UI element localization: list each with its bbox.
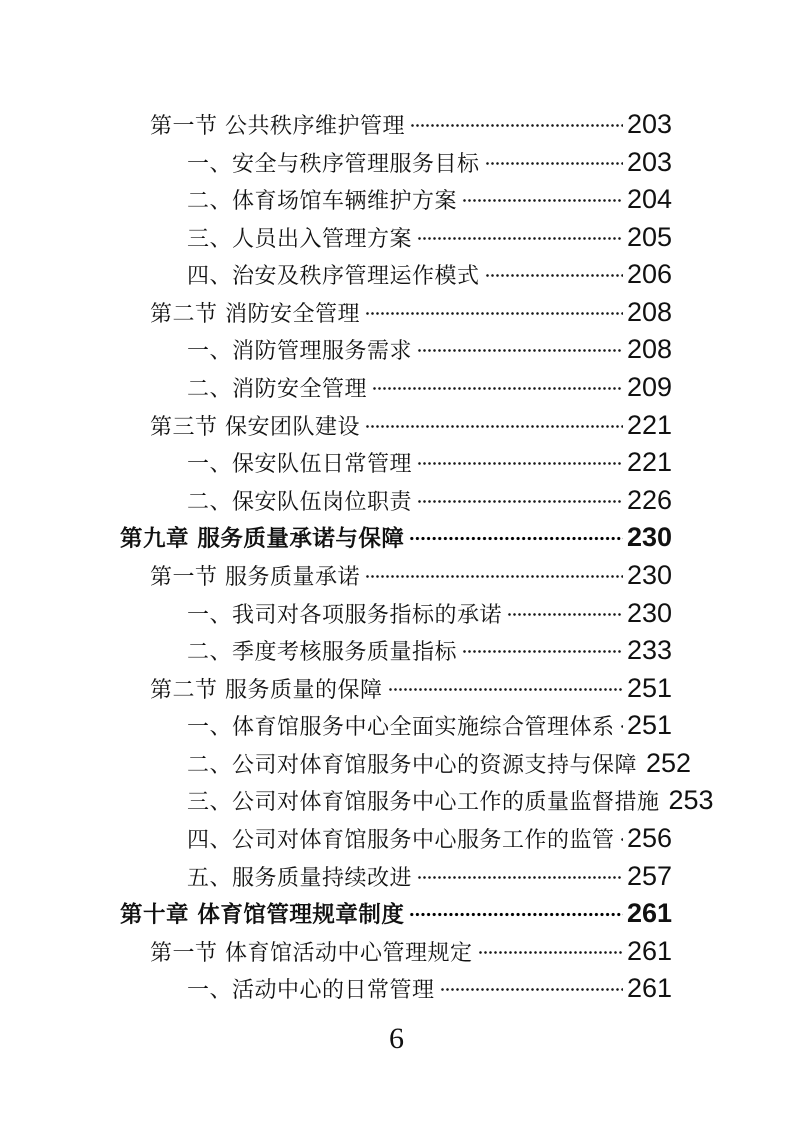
toc-entry[interactable] bbox=[187, 595, 672, 633]
toc-entry-label: 第九章 服务质量承诺与保障 bbox=[120, 526, 405, 553]
toc-leader-dots bbox=[409, 531, 623, 546]
toc-entry-label: 三、人员出入管理方案 bbox=[187, 226, 413, 252]
toc-entry-page: 261 bbox=[626, 973, 672, 1004]
toc-leader-dots bbox=[462, 193, 623, 208]
toc-entry-label: 第一节 体育馆活动中心管理规定 bbox=[150, 940, 473, 966]
toc-entry-label: 四、治安及秩序管理运作模式 bbox=[187, 264, 480, 290]
toc-entry-label: 二、消防安全管理 bbox=[187, 377, 368, 403]
toc-entry[interactable] bbox=[187, 858, 672, 896]
toc-leader-dots bbox=[620, 719, 623, 734]
toc-entry[interactable] bbox=[187, 181, 672, 219]
toc-leader-dots bbox=[417, 494, 623, 509]
toc-entry-label: 二、体育场馆车辆维护方案 bbox=[187, 189, 458, 215]
toc-entry-label: 第三节 保安团队建设 bbox=[150, 414, 360, 440]
toc-entry[interactable] bbox=[150, 407, 672, 445]
toc-entry-label: 第十章 体育馆管理规章制度 bbox=[120, 902, 405, 929]
toc-entry-label: 第二节 服务质量的保障 bbox=[150, 677, 383, 703]
toc-leader-dots bbox=[507, 607, 623, 622]
toc-entry[interactable] bbox=[120, 895, 672, 933]
toc-entry[interactable] bbox=[187, 369, 672, 407]
toc-leader-dots bbox=[417, 343, 623, 358]
toc-entry[interactable] bbox=[150, 294, 672, 332]
toc-entry-page: 209 bbox=[626, 372, 672, 403]
toc-entry-label: 一、我司对各项服务指标的承诺 bbox=[187, 602, 503, 628]
toc-entry[interactable] bbox=[187, 632, 672, 670]
toc-entry-page: 253 bbox=[668, 785, 714, 816]
toc-entry-page: 261 bbox=[626, 898, 672, 929]
toc-entry-page: 205 bbox=[626, 221, 672, 252]
toc-leader-dots bbox=[485, 268, 623, 283]
toc-entry-page: 226 bbox=[626, 484, 672, 515]
toc-entry-label: 第一节 服务质量承诺 bbox=[150, 564, 360, 590]
toc-leader-dots bbox=[409, 907, 623, 922]
toc-entry[interactable] bbox=[187, 820, 672, 858]
toc-entry[interactable] bbox=[187, 482, 672, 520]
toc-entry-label: 二、公司对体育馆服务中心的资源支持与保障 bbox=[187, 752, 638, 778]
toc-entry-page: 221 bbox=[626, 409, 672, 440]
toc-entry[interactable] bbox=[187, 782, 714, 820]
toc-leader-dots bbox=[485, 156, 623, 171]
toc-entry-page: 230 bbox=[626, 522, 672, 553]
toc-entry-page: 204 bbox=[626, 184, 672, 215]
toc-entry-page: 203 bbox=[626, 146, 672, 177]
toc-leader-dots bbox=[365, 419, 623, 434]
toc-entry-label: 一、活动中心的日常管理 bbox=[187, 978, 435, 1004]
toc-entry[interactable] bbox=[187, 331, 672, 369]
toc-entry-label: 第一节 公共秩序维护管理 bbox=[150, 114, 405, 139]
toc-leader-dots bbox=[620, 832, 623, 847]
toc-entry-label: 二、季度考核服务质量指标 bbox=[187, 640, 458, 666]
toc-entry-page: 208 bbox=[626, 334, 672, 365]
toc-entry-label: 五、服务质量持续改进 bbox=[187, 865, 413, 891]
toc-entry[interactable] bbox=[187, 970, 672, 1008]
toc-entry-page: 261 bbox=[626, 935, 672, 966]
toc-entry-page: 251 bbox=[626, 672, 672, 703]
toc-entry-page: 256 bbox=[626, 822, 672, 853]
toc-leader-dots bbox=[410, 118, 623, 133]
toc-entry-label: 三、公司对体育馆服务中心工作的质量监督措施 bbox=[187, 790, 660, 816]
toc-leader-dots bbox=[462, 644, 623, 659]
toc-entry-page: 233 bbox=[626, 635, 672, 666]
toc-entry-label: 一、消防管理服务需求 bbox=[187, 339, 413, 365]
toc-entry-label: 第二节 消防安全管理 bbox=[150, 301, 360, 327]
toc-entry[interactable] bbox=[150, 933, 672, 971]
toc-entry-page: 221 bbox=[626, 447, 672, 478]
toc-entry[interactable] bbox=[187, 219, 672, 257]
toc-entry-label: 一、体育馆服务中心全面实施综合管理体系 bbox=[187, 715, 615, 741]
toc-entry[interactable] bbox=[187, 707, 672, 745]
toc-entry-page: 252 bbox=[646, 747, 692, 778]
toc-entry-page: 230 bbox=[626, 559, 672, 590]
toc-leader-dots bbox=[365, 569, 623, 584]
toc-leader-dots bbox=[440, 982, 623, 997]
toc-entry[interactable] bbox=[187, 745, 692, 783]
toc-entry-page: 208 bbox=[626, 296, 672, 327]
toc-entry-page: 206 bbox=[626, 259, 672, 290]
toc-entry-page: 203 bbox=[626, 109, 672, 139]
toc-leader-dots bbox=[417, 870, 623, 885]
toc-leader-dots bbox=[417, 456, 623, 471]
toc-leader-dots bbox=[372, 381, 623, 396]
toc-entry[interactable] bbox=[187, 256, 672, 294]
toc-entry-label: 一、安全与秩序管理服务目标 bbox=[187, 151, 480, 177]
toc-entry-label: 四、公司对体育馆服务中心服务工作的监管 bbox=[187, 827, 615, 853]
toc-leader-dots bbox=[365, 306, 623, 321]
toc-entry-page: 257 bbox=[626, 860, 672, 891]
toc-leader-dots bbox=[417, 231, 623, 246]
toc-entry[interactable] bbox=[120, 519, 672, 557]
toc-entry-page: 230 bbox=[626, 597, 672, 628]
toc-entry[interactable] bbox=[150, 557, 672, 595]
toc-leader-dots bbox=[478, 945, 623, 960]
toc-leader-dots bbox=[388, 682, 623, 697]
toc-entry[interactable] bbox=[150, 106, 672, 144]
toc-entry-label: 二、保安队伍岗位职责 bbox=[187, 489, 413, 515]
toc-entry[interactable] bbox=[187, 444, 672, 482]
footer-page-number: 6 bbox=[389, 1022, 404, 1055]
toc-entry-page: 251 bbox=[626, 710, 672, 741]
toc-entry[interactable] bbox=[187, 144, 672, 182]
toc-entry[interactable] bbox=[150, 670, 672, 708]
toc-entry-label: 一、保安队伍日常管理 bbox=[187, 452, 413, 478]
